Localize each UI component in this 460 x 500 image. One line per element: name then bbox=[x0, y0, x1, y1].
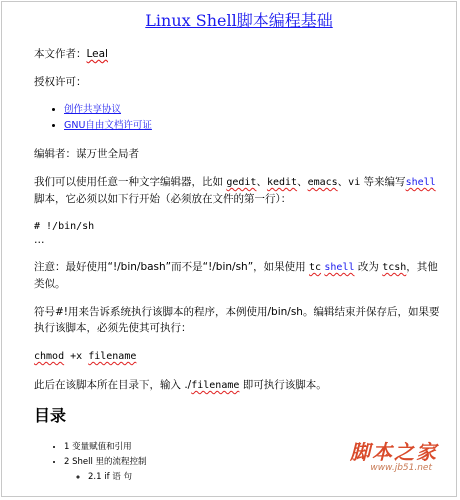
run-filename: filename bbox=[191, 380, 240, 391]
text-run: 、 bbox=[297, 176, 308, 188]
shell-link-2[interactable]: shell bbox=[324, 262, 355, 273]
tc-word: tc bbox=[309, 262, 322, 273]
watermark-url: www.jb51.net bbox=[370, 463, 432, 473]
license-link-cc[interactable]: 创作共享协议 bbox=[64, 104, 122, 115]
license-item-cc bbox=[64, 102, 444, 118]
toc-item-label: 2 Shell 里的流程控制 bbox=[64, 457, 147, 467]
editor-line: 编辑者：谋万世全局者 bbox=[34, 148, 139, 160]
text-run: 我们可以使用任意一种文字编辑器，比如 bbox=[34, 176, 227, 188]
author-label: 本文作者： bbox=[34, 48, 87, 60]
text-run: 、 bbox=[256, 176, 267, 188]
shell-link[interactable]: shell bbox=[405, 177, 436, 188]
text-run: 注意：最好使用“!/bin/bash”而不是“!/bin/sh”，如果使用 bbox=[34, 261, 309, 273]
editor-emacs: emacs bbox=[307, 177, 338, 188]
editor-gedit: gedit bbox=[226, 177, 257, 188]
paragraph-editors bbox=[34, 174, 444, 207]
paragraph-note bbox=[34, 259, 444, 292]
code-chmod bbox=[34, 348, 444, 365]
chmod-cmd: chmod bbox=[34, 351, 65, 362]
text-run: 即可执行该脚本。 bbox=[239, 379, 327, 391]
text-run: 此后在该脚本所在目录下，输入 ./ bbox=[34, 379, 192, 391]
toc-heading: 目录 bbox=[34, 406, 67, 425]
license-label: 授权许可： bbox=[34, 76, 87, 88]
text-run: 脚本，它必须以如下行开始（必须放在文件的第一行）： bbox=[34, 193, 292, 205]
code-shebang: # !/bin/sh bbox=[34, 221, 95, 232]
editor-vi: vi bbox=[348, 177, 361, 188]
license-item-gfdl bbox=[64, 118, 444, 134]
chmod-args: +x bbox=[64, 351, 89, 362]
text-run: ，其他类似。 bbox=[34, 261, 438, 290]
author-name: Leal bbox=[86, 48, 108, 60]
tcsh-word: tcsh bbox=[382, 262, 407, 273]
text-run: 改为 bbox=[354, 261, 383, 273]
page-title: Linux Shell脚本编程基础 bbox=[145, 11, 333, 30]
paragraph-run bbox=[34, 377, 444, 394]
watermark-logo bbox=[350, 436, 438, 473]
text-run: 、 bbox=[337, 176, 349, 188]
paragraph-shebang-explain: 符号#!用来告诉系统执行该脚本的程序，本例使用/bin/sh。编辑结束并保存后，如果要执行该脚本，必须先使其可执行： bbox=[34, 306, 440, 334]
license-list bbox=[34, 102, 444, 134]
author-line bbox=[34, 46, 444, 62]
toc-item[interactable]: • 1 变量赋值和引用 bbox=[64, 440, 444, 455]
document-body bbox=[34, 10, 444, 497]
watermark-text: 脚本之家 bbox=[350, 440, 438, 464]
editor-kedit: kedit bbox=[266, 177, 298, 188]
code-ellipsis: … bbox=[34, 234, 45, 246]
toc-subitem[interactable]: ◦ 2.1 if 语 句 bbox=[88, 470, 444, 485]
license-link-gfdl[interactable]: GNU自由文档许可证 bbox=[64, 120, 152, 131]
chmod-filename: filename bbox=[88, 351, 137, 362]
text-run: 等来编写 bbox=[360, 176, 406, 188]
